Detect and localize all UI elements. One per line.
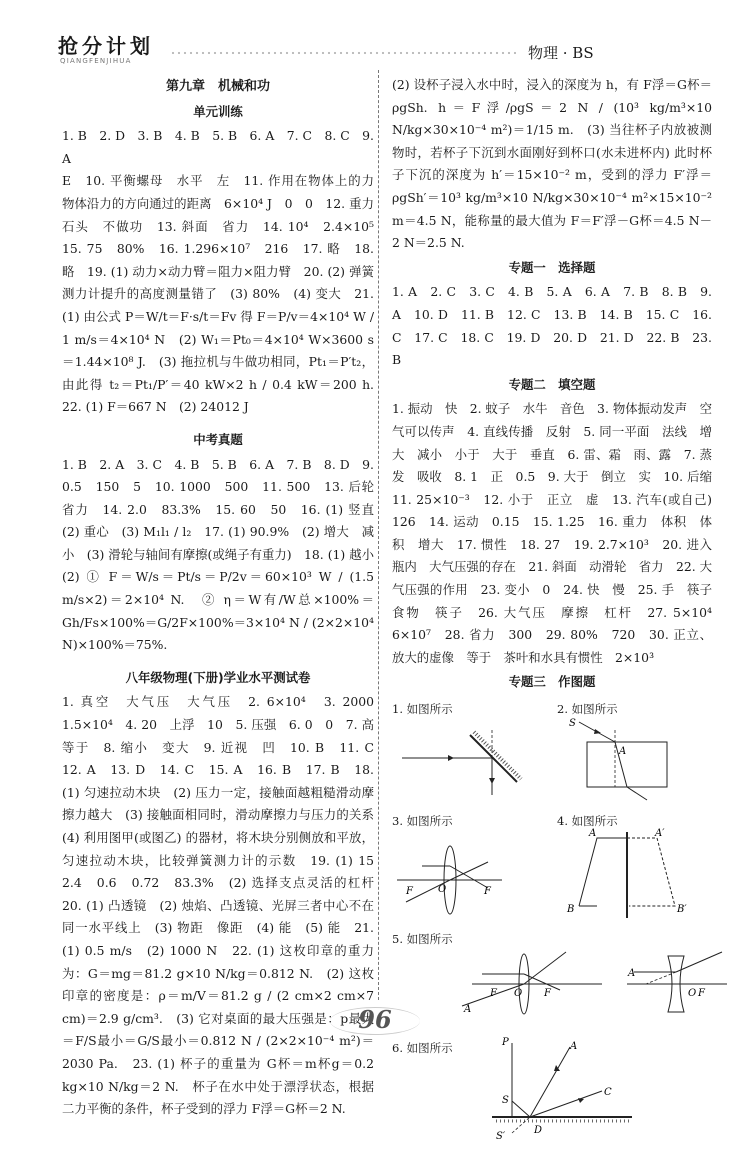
label-F: F (698, 988, 705, 1000)
book-subtitle: QIANGFENJIHUA (60, 57, 132, 65)
label-B-image: B′ (677, 904, 687, 916)
page-header (58, 22, 708, 68)
figure-4 (557, 810, 707, 920)
drawing-answers (392, 698, 712, 1160)
figure-3-label: 3. 如图所示 (392, 814, 453, 829)
unit-answers-fill: E 10. 平衡螺母 水平 左 11. 作用在物体上的力 物体沿力的方向通过的距离 6×10⁴ J 0 0 12. 重力 石头 不做功 13. 斜面 省力 14. 10⁴ 2.4×10⁵ 15. 75 80% 16. 1.296×10⁷ 216 17. 略 18. 略 19. (1) 动力×动力臂＝阻力×阻力臂 20. (2) 弹簧测力计提升的高度测量错了 (3) 80% (4) 变大 21. (1) 由公式 P＝W/t＝F·s/t＝Fv 得 F＝P/v＝4×10⁴ W / 1 m/s＝4×10⁴ N (2) W₁＝Pt₀＝4×10⁴ W×3600 s＝1.44×10⁸ J. (3) 拖拉机与牛做功相同，Pt₁＝P′t₂，由此得 t₂＝Pt₁/P′＝40 kW×2 h / 0.4 kW＝200 h. 22. (1) F＝667 N (2) 24012 J (62, 173, 387, 415)
label-A: A (619, 746, 627, 758)
figure-1-diagram (392, 720, 542, 800)
figure-3 (392, 810, 542, 920)
topic2-answers: 1. 振动 快 2. 蚊子 水牛 音色 3. 物体振动发声 空气可以传声 4. 直线传播 反射 5. 同一平面 法线 增大 减小 小于 大于 垂直 6. 雷、霜 雨、露 7. 蒸发 吸收 8. 1 正 0.5 9. 大于 倒立 实 10. 后缩 11. 25×10⁻³ 12. 小于 正立 虚 13. 汽车(或自己) 126 14. 运动 0.15 15. 1.25 16. 重力 体积 体积 增大 17. 惯性 18. 27 19. 2.7×10³ 20. 进入瓶内 大气压强的存在 21. 斜面 动滑轮 省力 22. 大气压强的作用 23. 变小 0 24. 快 慢 25. 手 筷子 食物 筷子 26. 大气压 摩擦 杠杆 27. 5×10⁴ 6×10⁷ 28. 省力 300 29. 80% 720 30. 正立、放大的虚像 等于 茶叶和水具有惯性 2×10³ (392, 401, 725, 665)
figure-5-label: 5. 如图所示 (392, 932, 453, 947)
test-title: 八年级物理(下册)学业水平测试卷 (125, 669, 311, 685)
label-O: O (688, 988, 697, 1000)
page-number: 96 (358, 1005, 392, 1034)
label-S-image: S′ (496, 1131, 506, 1143)
label-A: A (628, 968, 636, 980)
figure-6-label: 6. 如图所示 (392, 1041, 453, 1056)
topic1-answers: 1. A 2. C 3. C 4. B 5. A 6. A 7. B 8. B 9. A 10. D 11. B 12. C 13. B 14. B 15. C 16. C 17. C 18. C 19. D 20. D 21. D 22. B 23. B (392, 284, 712, 368)
spacer (62, 657, 374, 665)
label-O: O (514, 988, 523, 1000)
label-B: B (567, 904, 575, 916)
figure-6-diagram (482, 1033, 682, 1153)
figure-5-diagram (462, 946, 742, 1016)
exam-answers: 1. B 2. A 3. C 4. B 5. B 6. A 7. B 8. D 9. 0.5 150 5 10. 1000 500 11. 500 13. 后轮 省力 14. 2.0 83.3% 15. 60 50 16. (1) 竖直 (2) 重心 (3) M₁l₁ / l₂ 17. (1) 90.9% (2) 增大 减小 (3) 滑轮与轴间有摩擦(或绳子有重力) 18. (1) 越小 (2) ① F＝W/s＝Pt/s＝P/2v＝60×10³ W / (1.5 m/s×2)＝2×10⁴ N. ② η＝W有/W总×100%＝Gh/Fs×100%＝G/2F×100%＝3×10⁴ N / (2×2×10⁴ N)×100%＝75%. (62, 456, 387, 653)
figure-1-label: 1. 如图所示 (392, 702, 453, 717)
label-D: D (534, 1125, 543, 1137)
test-answers: 1. 真空 大气压 大气压 2. 6×10⁴ 3. 2000 1.5×10⁴ 4. 20 上浮 10 5. 压强 6. 0 0 7. 高 等于 8. 缩小 变大 9. 近视 凹 10. B 11. C 12. A 13. D 14. C 15. A 16. B 17. B 18. (1) 匀速拉动木块 (2) 压力一定，接触面越粗糙滑动摩擦力越大 (3) 接触面相同时，滑动摩擦力与压力的关系 (4) 利用图甲(或图乙) 的器材，将木块分别侧放和平放，匀速拉动木块，比较弹簧测力计的示数 19. (1) 15 2.4 0.6 0.72 83.3% (2) 选择支点灵活的杠杆 20. (1) 凸透镜 (2) 烛焰、凸透镜、光屏三者中心不在同一水平线上 (3) 物距 像距 (4) 能 (5) 能 21. (1) 0.5 m/s (2) 1000 N 22. (1) 这枚印章的重力为：G＝mg＝81.2 g×10 N/kg＝0.812 N. (2) 这枚印章的密度是：ρ＝m/V＝81.2 g / (2 cm×2 cm×7 cm)＝2.9 g/cm³. (3) 它对桌面的最大压强是：p最大＝F/S最小＝G/S最小＝0.812 N / (2×2×10⁻⁴ m²)＝2030 Pa. 23. (1) 杯子的重量为 G杯＝m杯g＝0.2 kg×10 N/kg＝2 N. 杯子在水中处于漂浮状态，根据二力平衡的条件，杯子受到的浮力 F浮＝G杯＝2 N. (62, 694, 387, 1117)
book-title: 抢分计划 (58, 34, 154, 58)
figure-3-diagram (392, 832, 542, 920)
unit-training-title: 单元训练 (193, 103, 243, 119)
topic2-title: 专题二 填空题 (508, 376, 596, 392)
left-column (62, 74, 387, 1121)
label-A: A (464, 1004, 472, 1016)
figure-2 (557, 698, 707, 798)
subject-label: 物理 · BS (528, 44, 594, 62)
figure-6 (392, 1033, 712, 1158)
chapter-title: 第九章 机械和功 (165, 79, 270, 94)
label-F-right: F (484, 886, 491, 898)
right-column (392, 74, 725, 1160)
label-F: F (490, 988, 497, 1000)
label-A: A (589, 828, 597, 840)
figure-4-label: 4. 如图所示 (557, 814, 618, 829)
label-C: C (604, 1087, 612, 1099)
figure-4-diagram (557, 828, 707, 920)
unit-answers-choice: 1. B 2. D 3. B 4. B 5. B 6. A 7. C 8. C 9. A (62, 128, 374, 166)
topic1-title: 专题一 选择题 (508, 259, 596, 275)
test-answers-continued: (2) 设杯子浸入水中时，浸入的深度为 h，有 F浮＝G杯＝ρgSh. h＝F浮/ρgS＝2 N / (10³ kg/m³×10 N/kg×30×10⁻⁴ m²)＝1/15 m. (3) 当往杯子内放被测物时，若杯子下沉到水面刚好到杯口(水未进杯内) 此时杯子下沉的深度为 h′＝15×10⁻² m，受到的浮力 F′浮＝ρgSh′＝10³ kg/m³×10 N/kg×30×10⁻⁴ m²×15×10⁻² m＝4.5 N，能称量的最大值为 F＝F′浮－G杯＝4.5 N－2 N＝2.5 N. (392, 77, 712, 251)
label-P: P (502, 1037, 509, 1049)
label-A-image: A′ (655, 828, 665, 840)
figure-2-diagram (557, 720, 707, 800)
label-A: A (570, 1041, 578, 1053)
figure-1 (392, 698, 542, 798)
label-O: O (438, 884, 447, 896)
header-dot-rule (170, 50, 516, 56)
label-S: S (502, 1095, 509, 1107)
label-F: F (544, 988, 551, 1000)
figure-2-label: 2. 如图所示 (557, 702, 618, 717)
spacer (62, 419, 374, 427)
exam-title: 中考真题 (193, 431, 243, 447)
topic3-title: 专题三 作图题 (508, 674, 596, 690)
label-F-left: F (406, 886, 413, 898)
figure-5 (392, 928, 712, 1028)
label-S: S (569, 718, 576, 730)
